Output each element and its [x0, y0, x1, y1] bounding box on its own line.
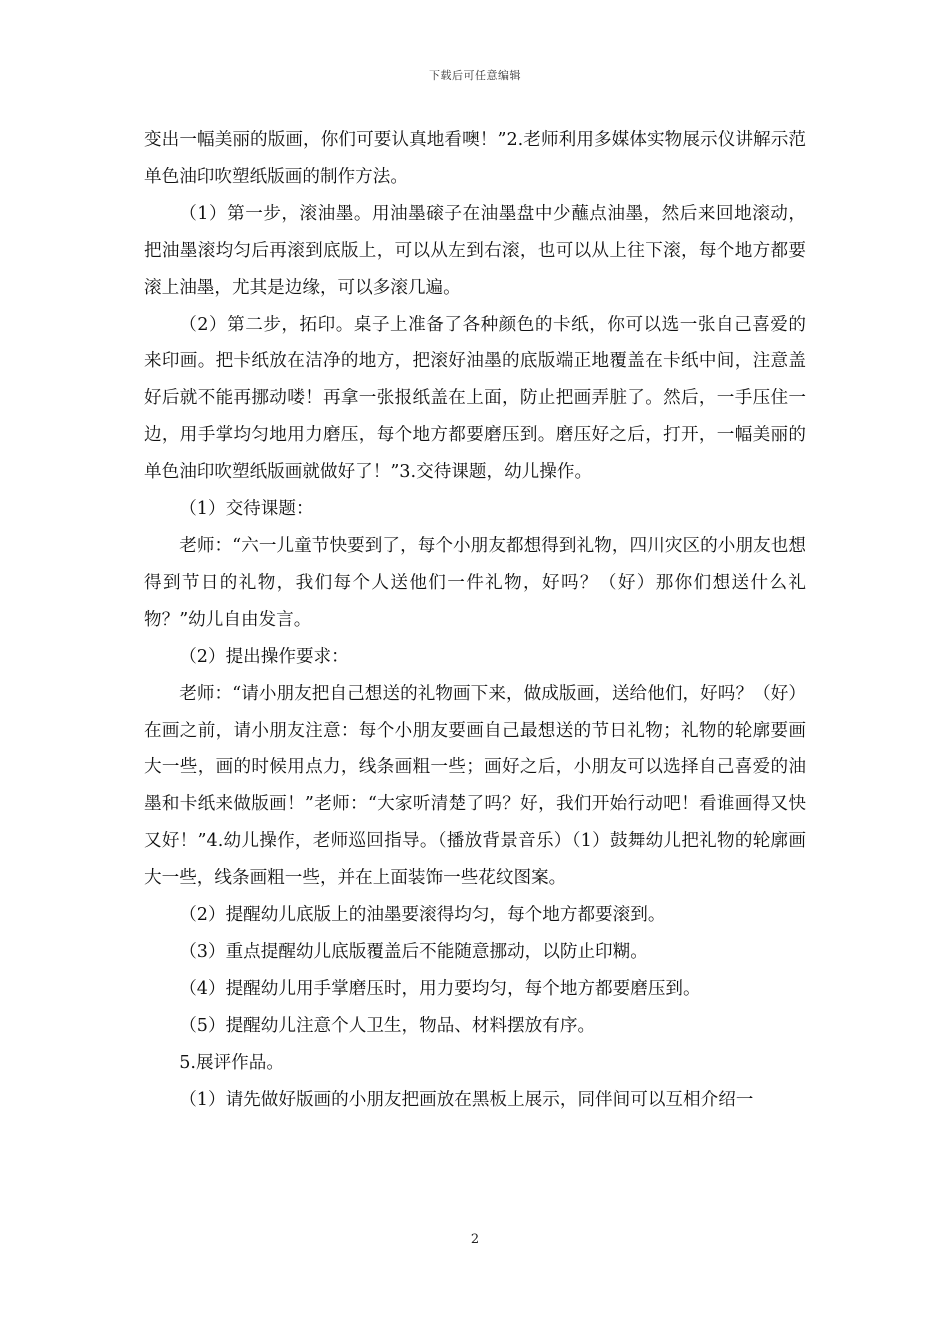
paragraph: （2）提醒幼儿底版上的油墨要滚得均匀，每个地方都要滚到。 [179, 905, 666, 926]
paragraph: 老师：“六一儿童节快要到了，每个小朋友都想得到礼物，四川灾区的小朋友也想得到节日的礼物，我们每个人送他们一件礼物，好吗？（好）那你们想送什么礼物？”幼儿自由发言。 [144, 535, 806, 630]
page-header: 下载后可任意编辑 [429, 69, 521, 82]
paragraph: 变出一幅美丽的版画，你们可要认真地看噢！”2.老师利用多媒体实物展示仪讲解示范单色油印吹塑纸版画的制作方法。 [144, 130, 806, 187]
paragraph: （4）提醒幼儿用手掌磨压时，用力要均匀，每个地方都要磨压到。 [179, 978, 701, 999]
page-number: 2 [470, 1232, 480, 1247]
paragraph: （1）第一步，滚油墨。用油墨磙子在油墨盘中少蘸点油墨，然后来回地滚动，把油墨滚均匀后再滚到底版上，可以从左到右滚，也可以从上往下滚，每个地方都要滚上油墨，尤其是边缘，可以多滚几遍。 [144, 203, 806, 298]
paragraph: （2）提出操作要求： [179, 646, 349, 667]
document-body [144, 122, 806, 1118]
paragraph: （3）重点提醒幼儿底版覆盖后不能随意挪动，以防止印糊。 [179, 941, 648, 962]
paragraph: （1）交待课题： [179, 499, 314, 520]
paragraph: 5.展评作品。 [179, 1052, 284, 1073]
paragraph: （5）提醒幼儿注意个人卫生，物品、材料摆放有序。 [179, 1015, 596, 1036]
paragraph: 老师：“请小朋友把自己想送的礼物画下来，做成版画，送给他们，好吗？（好）在画之前，请小朋友注意：每个小朋友要画自己最想送的节日礼物；礼物的轮廓要画大一些，画的时候用点力，线条画粗一些；画好之后，小朋友可以选择自己喜爱的油墨和卡纸来做版画！”老师：“大家听清楚了吗？好，我们开始行动吧！看谁画得又快又好！”4.幼儿操作，老师巡回指导。（播放背景音乐）（1）鼓舞幼儿把礼物的轮廓画大一些，线条画粗一些，并在上面装饰一些花纹图案。 [144, 683, 806, 889]
paragraph: （1）请先做好版画的小朋友把画放在黑板上展示，同伴间可以互相介绍一 [179, 1089, 754, 1110]
paragraph: （2）第二步，拓印。桌子上准备了各种颜色的卡纸，你可以选一张自己喜爱的来印画。把卡纸放在洁净的地方，把滚好油墨的底版端正地覆盖在卡纸中间，注意盖好后就不能再挪动喽！再拿一张报纸盖在上面，防止把画弄脏了。然后，一手压住一边，用手掌均匀地用力磨压，每个地方都要磨压到。磨压好之后，打开，一幅美丽的单色油印吹塑纸版画就做好了！”3.交待课题，幼儿操作。 [144, 314, 806, 483]
